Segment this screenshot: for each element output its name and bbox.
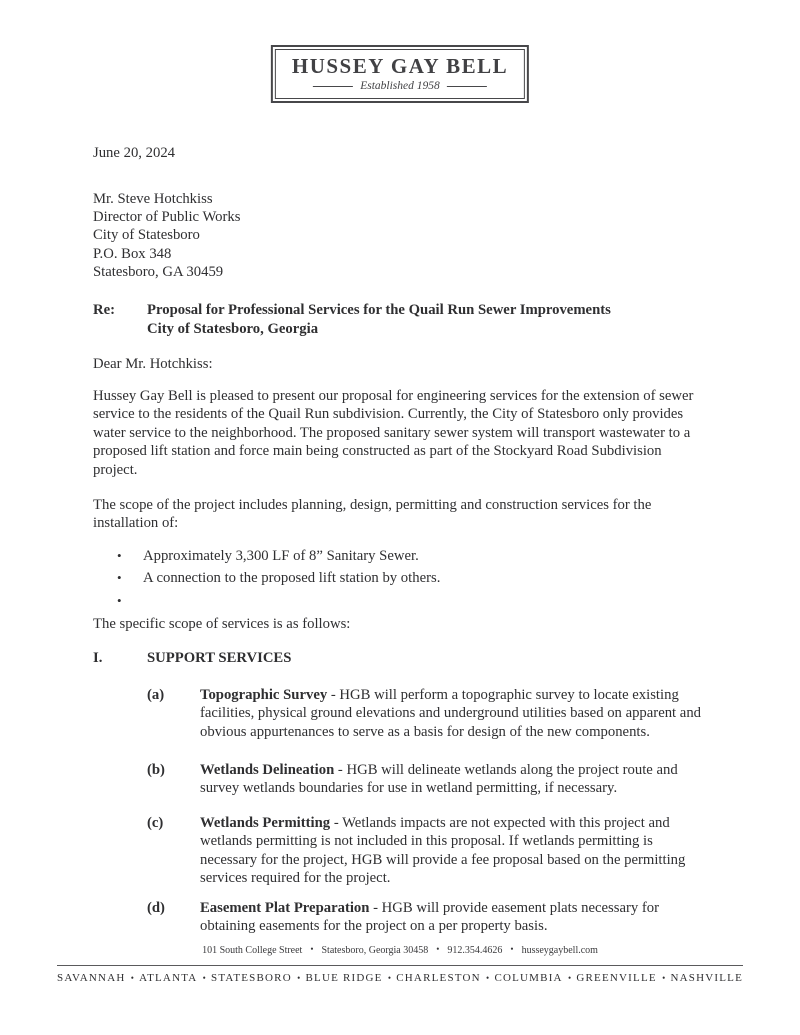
scope-item-term: Wetlands Permitting xyxy=(200,815,331,831)
company-tagline-row xyxy=(292,80,508,92)
scope-item-label: (a) xyxy=(147,687,165,703)
subject-line-1: Proposal for Professional Services for the Quail Run Sewer Improvements xyxy=(147,302,611,318)
scope-item-body xyxy=(200,899,707,936)
bullet-separator-icon xyxy=(436,944,439,954)
scope-item-term: Wetlands Delineation xyxy=(200,762,335,778)
scope-item-a xyxy=(147,686,707,741)
office-city: SAVANNAH xyxy=(57,972,126,984)
salutation: Dear Mr. Hotchkiss: xyxy=(93,356,213,372)
bullet-text: A connection to the proposed lift station by others. xyxy=(143,570,441,587)
footer-phone: 912.354.4626 xyxy=(447,945,503,956)
scope-item-d xyxy=(147,899,707,936)
scope-item-body xyxy=(200,686,707,741)
company-name: HUSSEY GAY BELL xyxy=(291,54,509,78)
footer-contact-line xyxy=(0,944,800,956)
bullet-separator-icon xyxy=(510,944,513,954)
bullet-separator-icon xyxy=(310,944,313,954)
bullet-marker-icon: • xyxy=(117,548,122,563)
scope-item-text: - HGB will perform a topographic survey to locate existing facilities, physical ground elevations and underground utilities based on apparent and obvious appurtenances to serve as a basis for design of the new components. xyxy=(200,687,702,740)
office-city: CHARLESTON xyxy=(396,972,481,984)
bullet-separator-icon xyxy=(297,973,300,983)
intro-paragraph: Hussey Gay Bell is pleased to present our proposal for engineering services for the extension of sewer service to the residents of the Quail Run subdivision. Currently, the City of Statesboro only provides water service to the neighborhood. The proposed sanitary sewer system will transport wastewater to a proposed lift station and force main being constructed as part of the Stockyard Road Subdivision project. xyxy=(93,388,694,478)
company-logo-inner-frame xyxy=(275,49,525,99)
bullet-text: Approximately 3,300 LF of 8” Sanitary Sewer. xyxy=(143,548,419,564)
footer-website: husseygaybell.com xyxy=(521,945,598,956)
footer-office-cities xyxy=(57,972,743,984)
footer-divider-rule xyxy=(57,965,743,966)
office-city: GREENVILLE xyxy=(576,972,657,984)
company-logo xyxy=(271,45,529,103)
recipient-name: Mr. Steve Hotchkiss xyxy=(93,191,213,207)
footer-street-address: 101 South College Street xyxy=(202,945,303,956)
scope-item-term: Easement Plat Preparation xyxy=(200,900,370,916)
section-number: I. xyxy=(93,650,103,666)
tagline-rule-right xyxy=(447,86,487,87)
letter-date: June 20, 2024 xyxy=(93,145,176,161)
bullet-item xyxy=(93,569,707,587)
recipient-organization: City of Statesboro xyxy=(93,227,200,244)
scope-intro-paragraph: The scope of the project includes planning, design, permitting and construction services for the installation of: xyxy=(93,497,652,532)
bullet-separator-icon xyxy=(388,973,391,983)
section-heading xyxy=(93,650,291,667)
subject-lines xyxy=(147,301,611,339)
recipient-po-box: P.O. Box 348 xyxy=(93,245,172,262)
scope-item-label: (c) xyxy=(147,815,164,831)
scope-follows-paragraph: The specific scope of services is as follows: xyxy=(93,616,351,632)
bullet-item xyxy=(93,592,707,610)
scope-item-text: - HGB will delineate wetlands along the project route and survey wetlands boundaries for use in wetland permitting, if necessary. xyxy=(200,762,678,797)
subject-label: Re: xyxy=(93,302,116,318)
bullet-separator-icon xyxy=(568,973,571,983)
tagline-rule-left xyxy=(313,86,353,87)
bullet-separator-icon xyxy=(203,973,206,983)
recipient-address-block xyxy=(93,190,240,281)
office-city: STATESBORO xyxy=(211,972,292,984)
scope-item-b xyxy=(147,761,707,798)
scope-item-c xyxy=(147,814,707,888)
bullet-item xyxy=(93,547,707,565)
scope-item-label: (d) xyxy=(147,900,165,916)
scope-item-body xyxy=(200,761,707,798)
recipient-city-state-zip: Statesboro, GA 30459 xyxy=(93,263,224,280)
office-city: ATLANTA xyxy=(139,972,198,984)
section-title: SUPPORT SERVICES xyxy=(147,650,292,666)
footer-city-state: Statesboro, Georgia 30458 xyxy=(321,945,429,956)
subject-line-2: City of Statesboro, Georgia xyxy=(147,321,319,337)
scope-item-text: - Wetlands impacts are not expected with this project and wetlands permitting is not included in this proposal. If wetlands permitting is necessary for the project, HGB will provide a fee proposal based on the permitting services required for the project. xyxy=(200,815,686,887)
bullet-separator-icon xyxy=(131,973,134,983)
scope-item-text: - HGB will provide easement plats necessary for obtaining easements for the project on a per property basis. xyxy=(200,900,660,935)
scope-bullet-list xyxy=(93,547,707,614)
office-city: BLUE RIDGE xyxy=(305,972,383,984)
bullet-marker-icon: • xyxy=(117,570,122,586)
office-city: COLUMBIA xyxy=(494,972,563,984)
bullet-separator-icon xyxy=(486,973,489,983)
scope-item-label: (b) xyxy=(147,762,165,778)
scope-item-term: Topographic Survey xyxy=(200,687,328,703)
bullet-separator-icon xyxy=(662,973,665,983)
recipient-title: Director of Public Works xyxy=(93,209,241,226)
scope-item-body xyxy=(200,814,707,888)
company-tagline: Established 1958 xyxy=(360,80,440,92)
bullet-marker-icon: • xyxy=(117,592,122,608)
subject-block xyxy=(93,301,707,339)
office-city: NASHVILLE xyxy=(670,972,743,984)
